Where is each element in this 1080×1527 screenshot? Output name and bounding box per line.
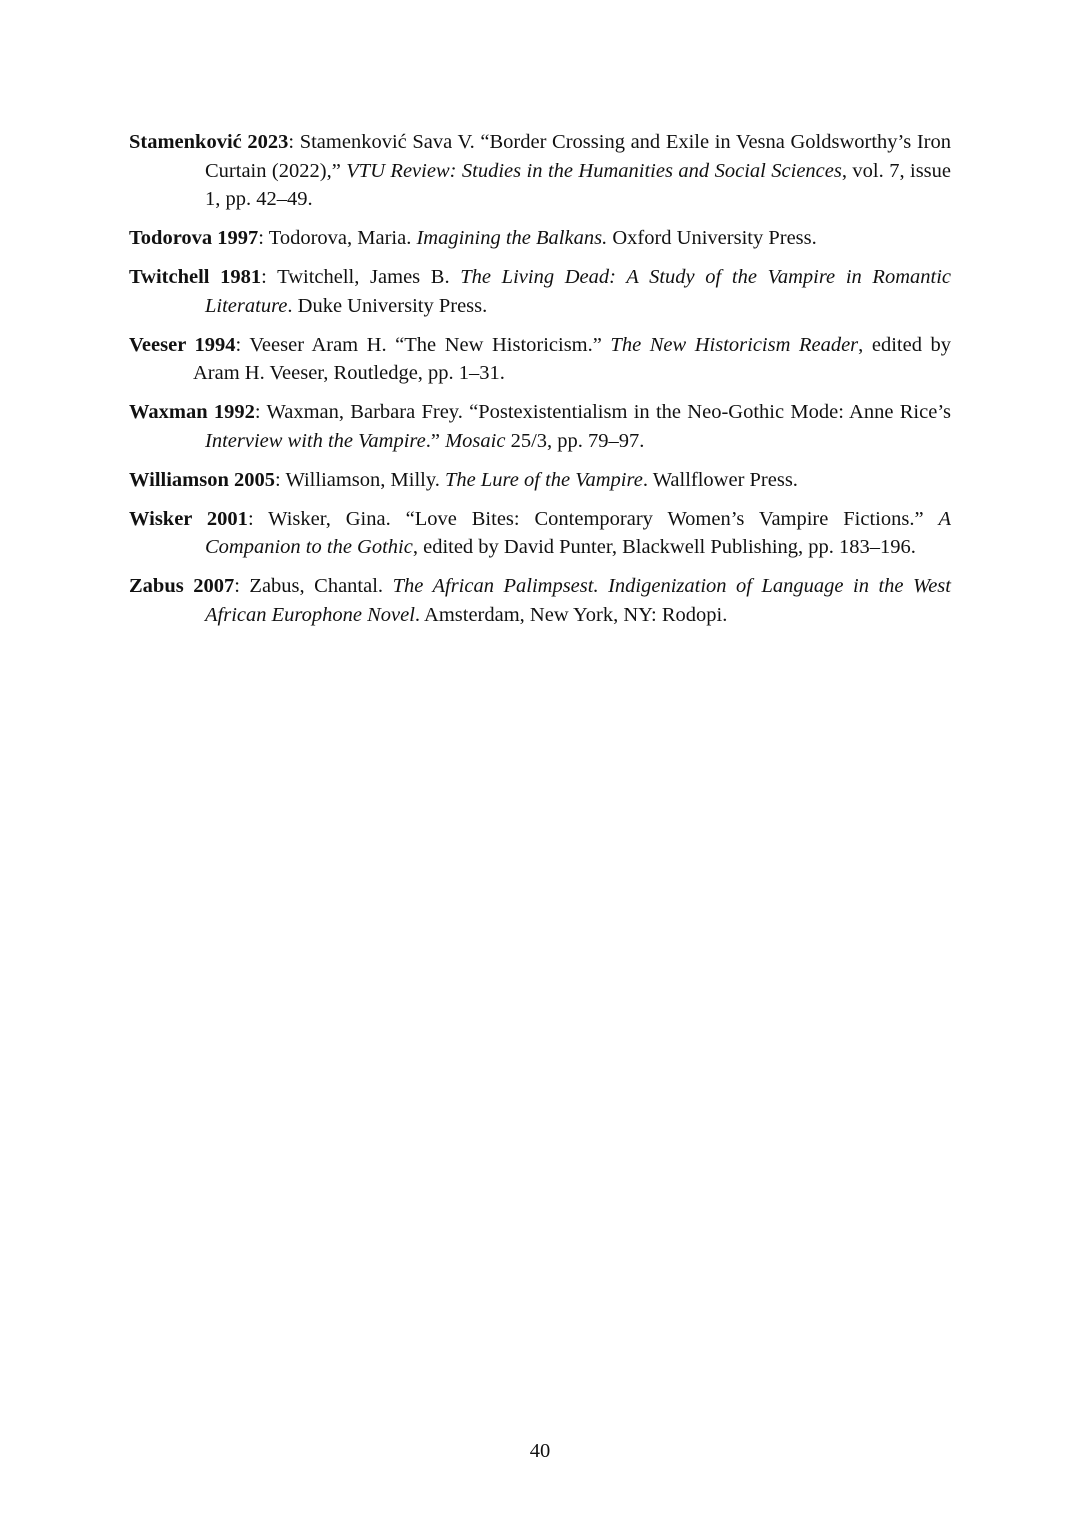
- reference-title: The New Historicism Reader: [610, 333, 859, 356]
- reference-title: A Companion to the Gothic: [205, 507, 951, 558]
- reference-text: . Wallflower Press.: [642, 468, 798, 491]
- reference-key: Zabus 2007: [129, 575, 235, 597]
- reference-entry: [129, 572, 951, 629]
- reference-text: . Amsterdam, New York, NY: Rodopi.: [414, 603, 728, 626]
- reference-entry: [129, 331, 951, 388]
- reference-text: , edited by Aram H. Veeser, Routledge, pp. 1–31.: [193, 333, 952, 384]
- reference-text: .”: [425, 429, 446, 452]
- reference-entry: [129, 466, 951, 495]
- reference-text: : Todorova, Maria.: [258, 227, 417, 249]
- reference-entry: [129, 505, 951, 562]
- reference-key: Twitchell 1981: [129, 266, 262, 288]
- reference-text: Oxford University Press.: [607, 227, 817, 249]
- reference-text: : Zabus, Chantal.: [234, 575, 393, 597]
- reference-list: [129, 128, 951, 640]
- reference-key: Veeser 1994: [129, 333, 236, 356]
- reference-text: , edited by David Punter, Blackwell Publishing, pp. 183–196.: [412, 536, 916, 558]
- reference-text: : Wisker, Gina. “Love Bites: Contemporary Women’s Vampire Fictions.”: [247, 507, 939, 530]
- reference-title: The Lure of the Vampire: [445, 468, 643, 491]
- reference-title: The African Palimpsest. Indigenization of Language in the West African Europhone Novel: [205, 575, 951, 626]
- reference-title: VTU Review: Studies in the Humanities and Social Sciences: [346, 159, 842, 182]
- reference-text: . Duke University Press.: [287, 294, 488, 317]
- reference-text: : Williamson, Milly.: [275, 468, 446, 491]
- reference-text: : Twitchell, James B.: [261, 266, 461, 288]
- reference-key: Williamson 2005: [129, 468, 275, 491]
- reference-text: , vol. 7, issue 1, pp. 42–49.: [205, 159, 952, 210]
- reference-text: : Veeser Aram H. “The New Historicism.”: [235, 333, 611, 356]
- reference-key: Waxman 1992: [129, 401, 255, 423]
- reference-entry: [129, 224, 951, 253]
- reference-key: Todorova 1997: [129, 227, 259, 249]
- journal-title: Mosaic: [445, 429, 506, 452]
- reference-key: Wisker 2001: [129, 507, 248, 530]
- reference-entry: [129, 128, 951, 214]
- reference-text: : Stamenković Sava V. “Border Crossing and Exile in Vesna Goldsworthy’s Iron Curtain (2022),”: [205, 131, 952, 182]
- page-number: 40: [529, 1440, 551, 1462]
- reference-text: : Waxman, Barbara Frey. “Postexistentialism in the Neo-Gothic Mode: Anne Rice’s: [254, 401, 951, 423]
- reference-entry: [129, 263, 951, 320]
- reference-title: Interview with the Vampire: [205, 429, 426, 452]
- reference-entry: [129, 398, 951, 455]
- reference-key: Stamenković 2023: [129, 131, 289, 153]
- reference-text: 25/3, pp. 79–97.: [505, 429, 645, 452]
- reference-title: Imagining the Balkans.: [416, 227, 608, 249]
- reference-title: The Living Dead: A Study of the Vampire in Romantic Literature: [205, 266, 951, 317]
